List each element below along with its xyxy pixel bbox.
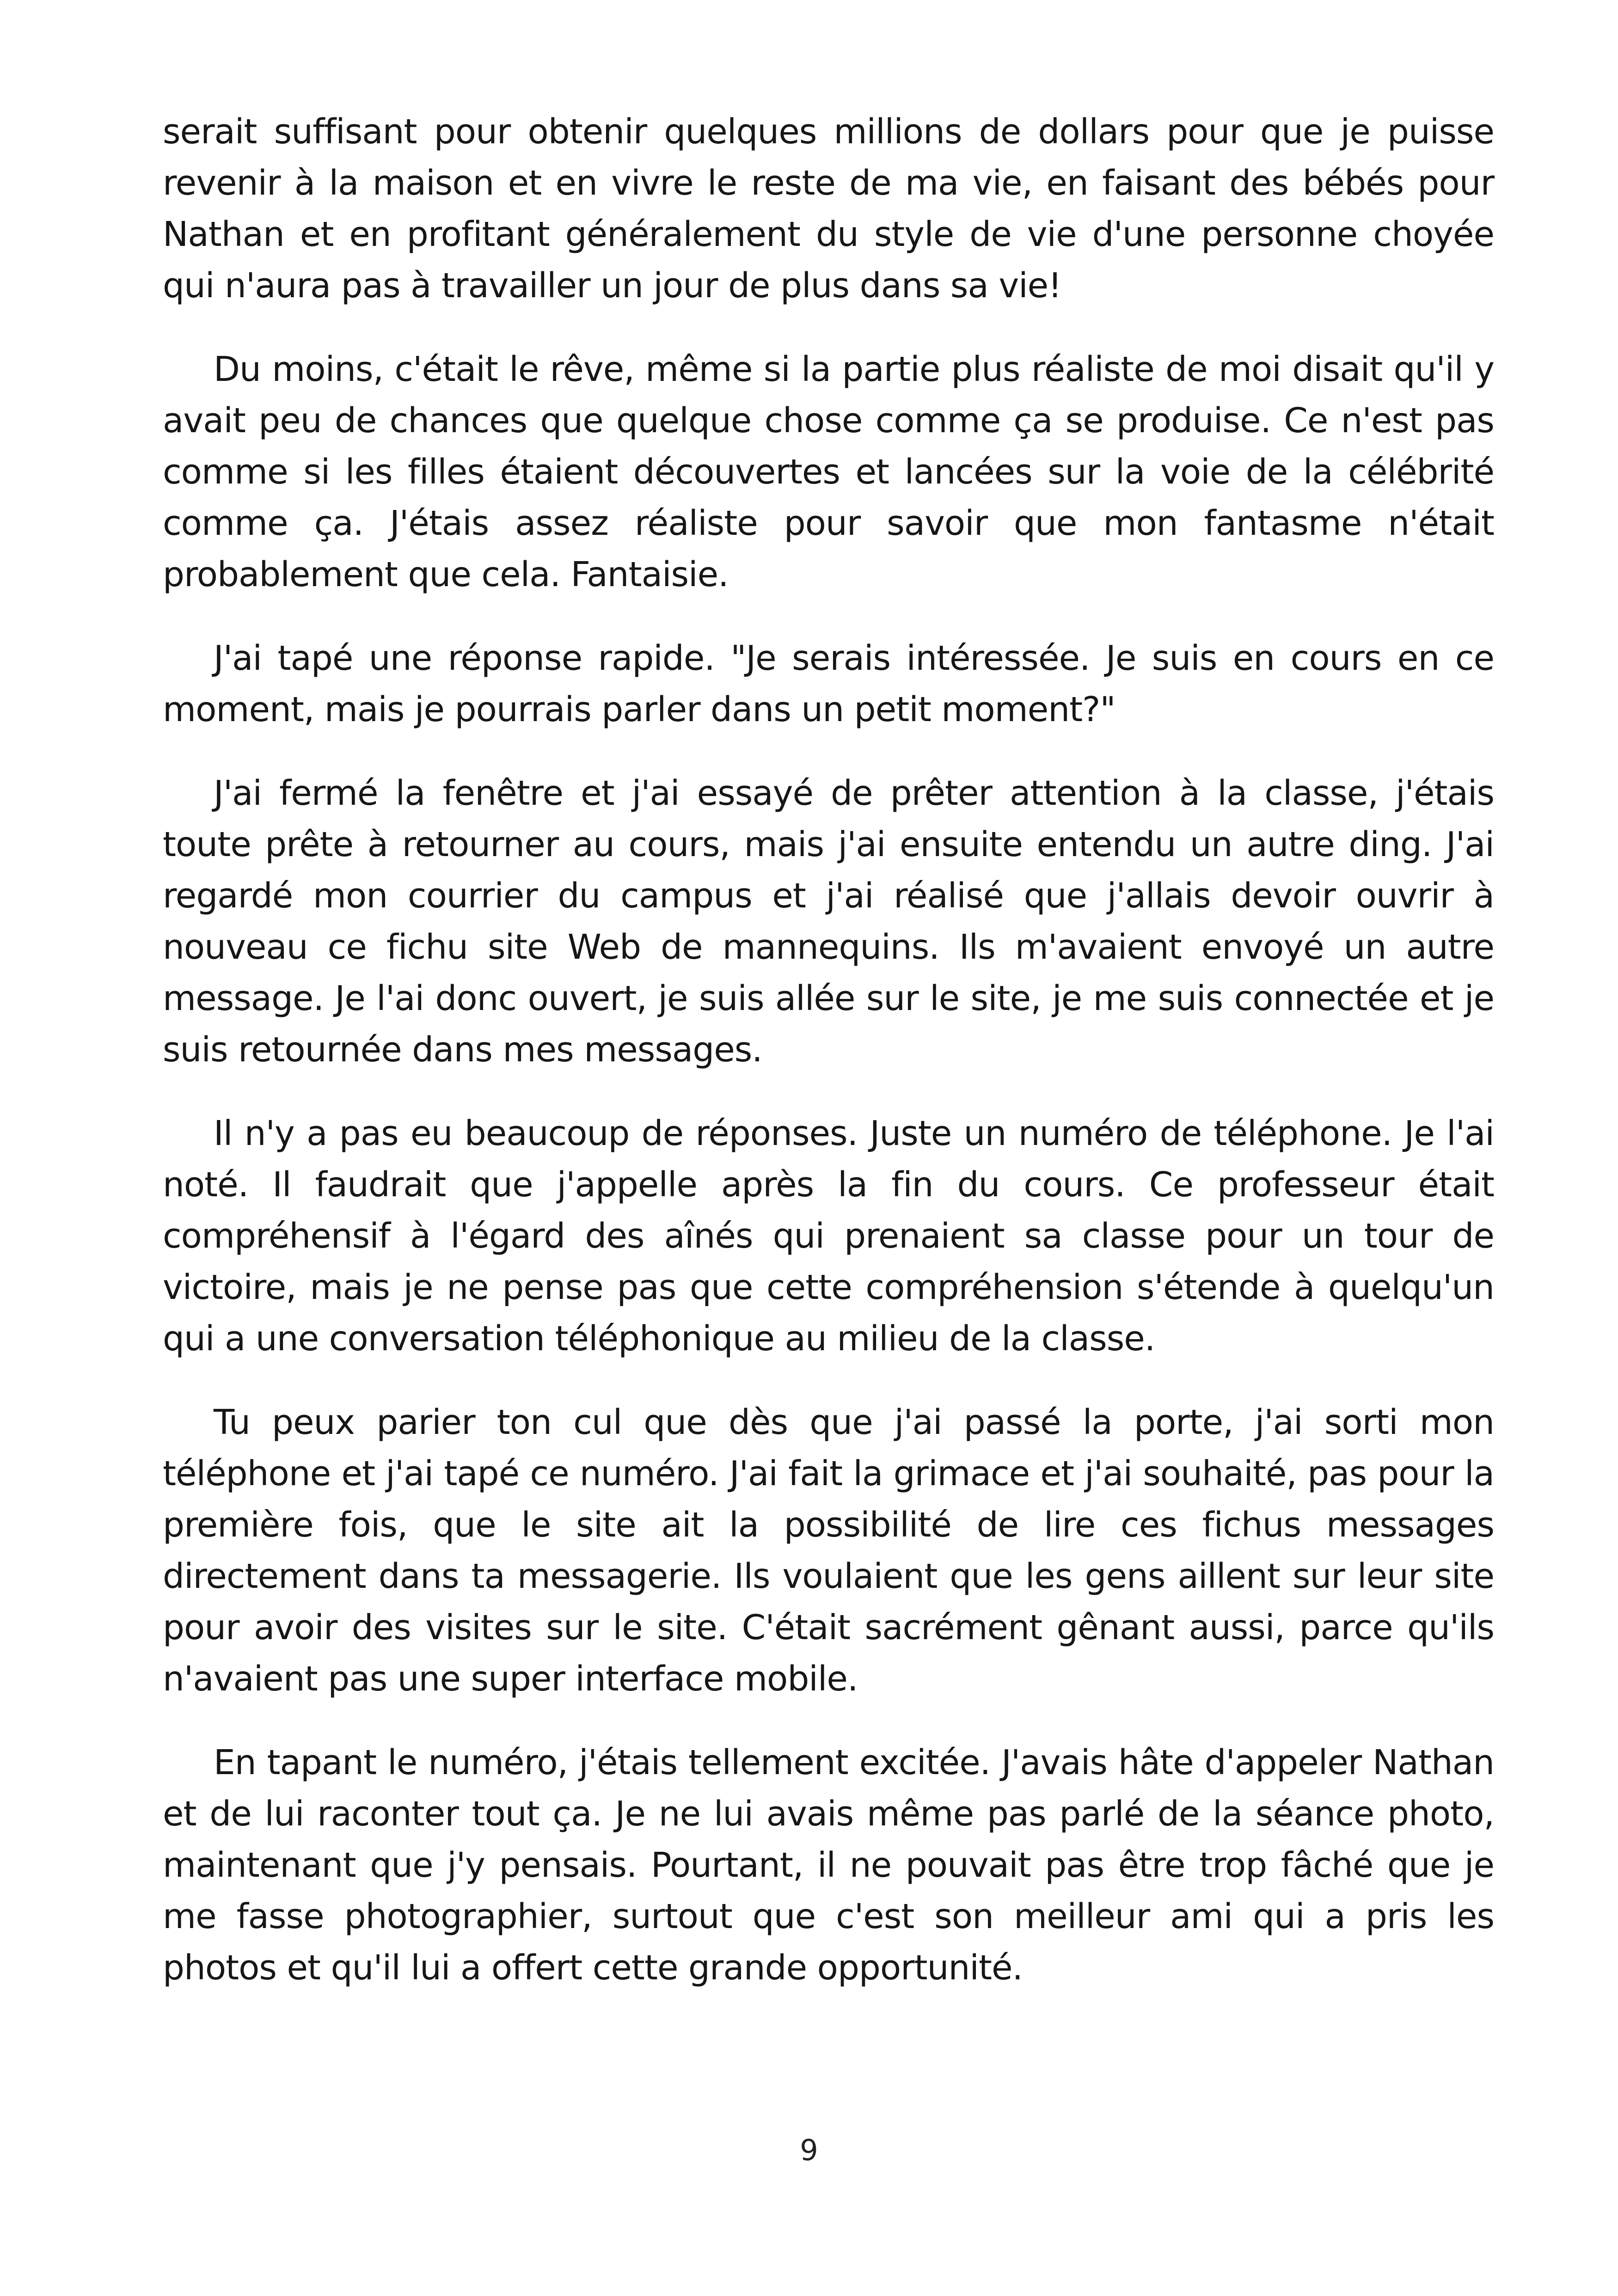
paragraph: Tu peux parier ton cul que dès que j'ai passé la porte, j'ai sorti mon téléphone et j'ai tapé ce numéro. J'ai fait la grimace et j'ai souhaité, pas pour la première fois, que le site ait la possibilité de lire ces fichus messages directement dans ta messagerie. Ils voulaient que les gens aillent sur leur site pour avoir des visites sur le site. C'était sacrément gênant aussi, parce qu'ils n'avaient pas une super interface mobile.: [163, 1402, 1494, 1699]
body-text: [163, 106, 1494, 2026]
paragraph: En tapant le numéro, j'étais tellement excitée. J'avais hâte d'appeler Nathan et de lui raconter tout ça. Je ne lui avais même pas parlé de la séance photo, maintenant que j'y pensais. Pourtant, il ne pouvait pas être trop fâché que je me fasse photographier, surtout que c'est son meilleur ami qui a pris les photos et qu'il lui a offert cette grande opportunité.: [163, 1743, 1494, 1988]
paragraph: Du moins, c'était le rêve, même si la partie plus réaliste de moi disait qu'il y avait peu de chances que quelque chose comme ça se produise. Ce n'est pas comme si les filles étaient découvertes et lancées sur la voie de la célébrité comme ça. J'étais assez réaliste pour savoir que mon fantasme n'était probablement que cela. Fantaisie.: [163, 349, 1494, 594]
paragraph: serait suffisant pour obtenir quelques millions de dollars pour que je puisse revenir à la maison et en vivre le reste de ma vie, en faisant des bébés pour Nathan et en profitant généralement du style de vie d'une personne choyée qui n'aura pas à travailler un jour de plus dans sa vie!: [163, 112, 1494, 306]
paragraph: J'ai fermé la fenêtre et j'ai essayé de prêter attention à la classe, j'étais toute prête à retourner au cours, mais j'ai ensuite entendu un autre ding. J'ai regardé mon courrier du campus et j'ai réalisé que j'allais devoir ouvrir à nouveau ce fichu site Web de mannequins. Ils m'avaient envoyé un autre message. Je l'ai donc ouvert, je suis allée sur le site, je me suis connectée et je suis retournée dans mes messages.: [163, 773, 1494, 1070]
paragraph: J'ai tapé une réponse rapide. "Je serais intéressée. Je suis en cours en ce moment, mais je pourrais parler dans un petit moment?": [163, 638, 1494, 729]
paragraph: Il n'y a pas eu beaucoup de réponses. Juste un numéro de téléphone. Je l'ai noté. Il faudrait que j'appelle après la fin du cours. Ce professeur était compréhensif à l'égard des aînés qui prenaient sa classe pour un tour de victoire, mais je ne pense pas que cette compréhension s'étende à quelqu'un qui a une conversation téléphonique au milieu de la classe.: [163, 1114, 1494, 1359]
page-number: 9: [800, 2133, 818, 2167]
